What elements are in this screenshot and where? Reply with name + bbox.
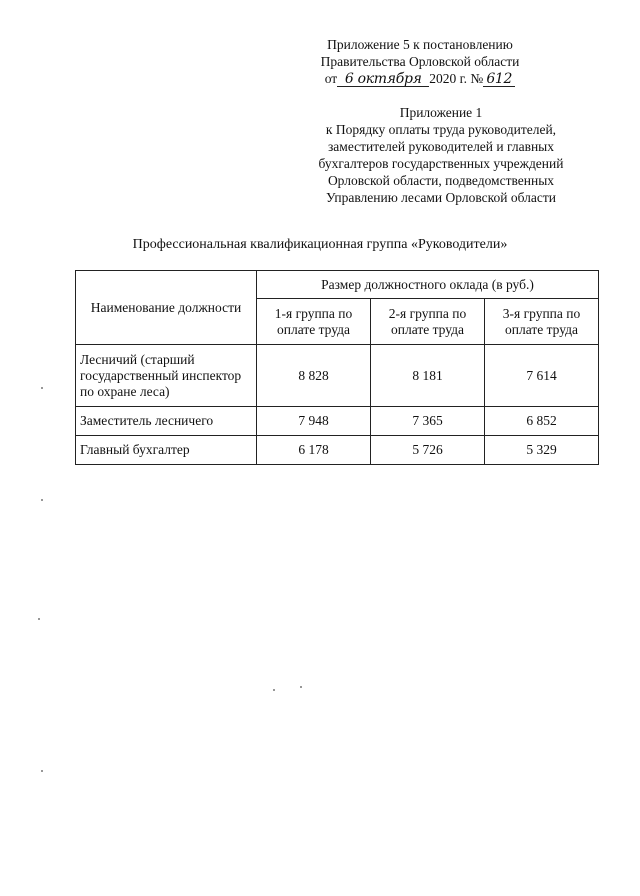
appendix-1-line6: Управлению лесами Орловской области <box>326 190 556 205</box>
row-value-group-1: 8 828 <box>257 345 371 407</box>
scan-speck <box>300 686 302 688</box>
year-text: 2020 г. № <box>429 71 484 86</box>
document-title: Профессиональная квалификационная группа «Руководители» <box>132 237 508 252</box>
table-header-row <box>76 271 599 299</box>
appendix-5-header <box>300 36 540 87</box>
row-position-name: Главный бухгалтер <box>76 436 257 465</box>
appendix-1-line5: Орловской области, подведомственных <box>327 173 555 188</box>
appendix-1-line3: заместителей руководителей и главных <box>327 139 555 154</box>
scan-speck <box>41 387 43 389</box>
handwritten-date: 6 октября <box>337 72 429 87</box>
row-value-group-3: 5 329 <box>485 436 599 465</box>
row-value-group-3: 7 614 <box>485 345 599 407</box>
scan-speck <box>41 770 43 772</box>
appendix-5-line1: Приложение 5 к постановлению <box>327 37 513 52</box>
table-row <box>76 436 599 465</box>
handwritten-number: 612 <box>483 72 515 87</box>
group-1-header: 1-я группа по оплате труда <box>257 299 371 345</box>
date-line <box>300 70 540 87</box>
scan-speck <box>41 499 43 501</box>
row-position-name: Лесничий (старший государственный инспектор по охране леса) <box>76 345 257 407</box>
salary-table <box>75 270 599 465</box>
date-prefix: от <box>324 71 338 86</box>
scan-speck <box>273 689 275 691</box>
appendix-1-line4: бухгалтеров государственных учреждений <box>318 156 564 171</box>
scan-speck <box>38 618 40 620</box>
row-value-group-1: 6 178 <box>257 436 371 465</box>
table-row <box>76 345 599 407</box>
appendix-5-line2: Правительства Орловской области <box>320 54 520 69</box>
row-value-group-2: 7 365 <box>371 407 485 436</box>
row-value-group-1: 7 948 <box>257 407 371 436</box>
row-value-group-2: 8 181 <box>371 345 485 407</box>
position-name-header: Наименование должности <box>76 271 257 345</box>
appendix-1-line1: Приложение 1 <box>399 105 483 120</box>
group-2-header: 2-я группа по оплате труда <box>371 299 485 345</box>
group-3-header: 3-я группа по оплате труда <box>485 299 599 345</box>
table-row <box>76 407 599 436</box>
salary-size-header: Размер должностного оклада (в руб.) <box>257 271 599 299</box>
row-position-name: Заместитель лесничего <box>76 407 257 436</box>
row-value-group-3: 6 852 <box>485 407 599 436</box>
appendix-1-header <box>298 104 584 206</box>
appendix-1-line2: к Порядку оплаты труда руководителей, <box>325 122 557 137</box>
row-value-group-2: 5 726 <box>371 436 485 465</box>
